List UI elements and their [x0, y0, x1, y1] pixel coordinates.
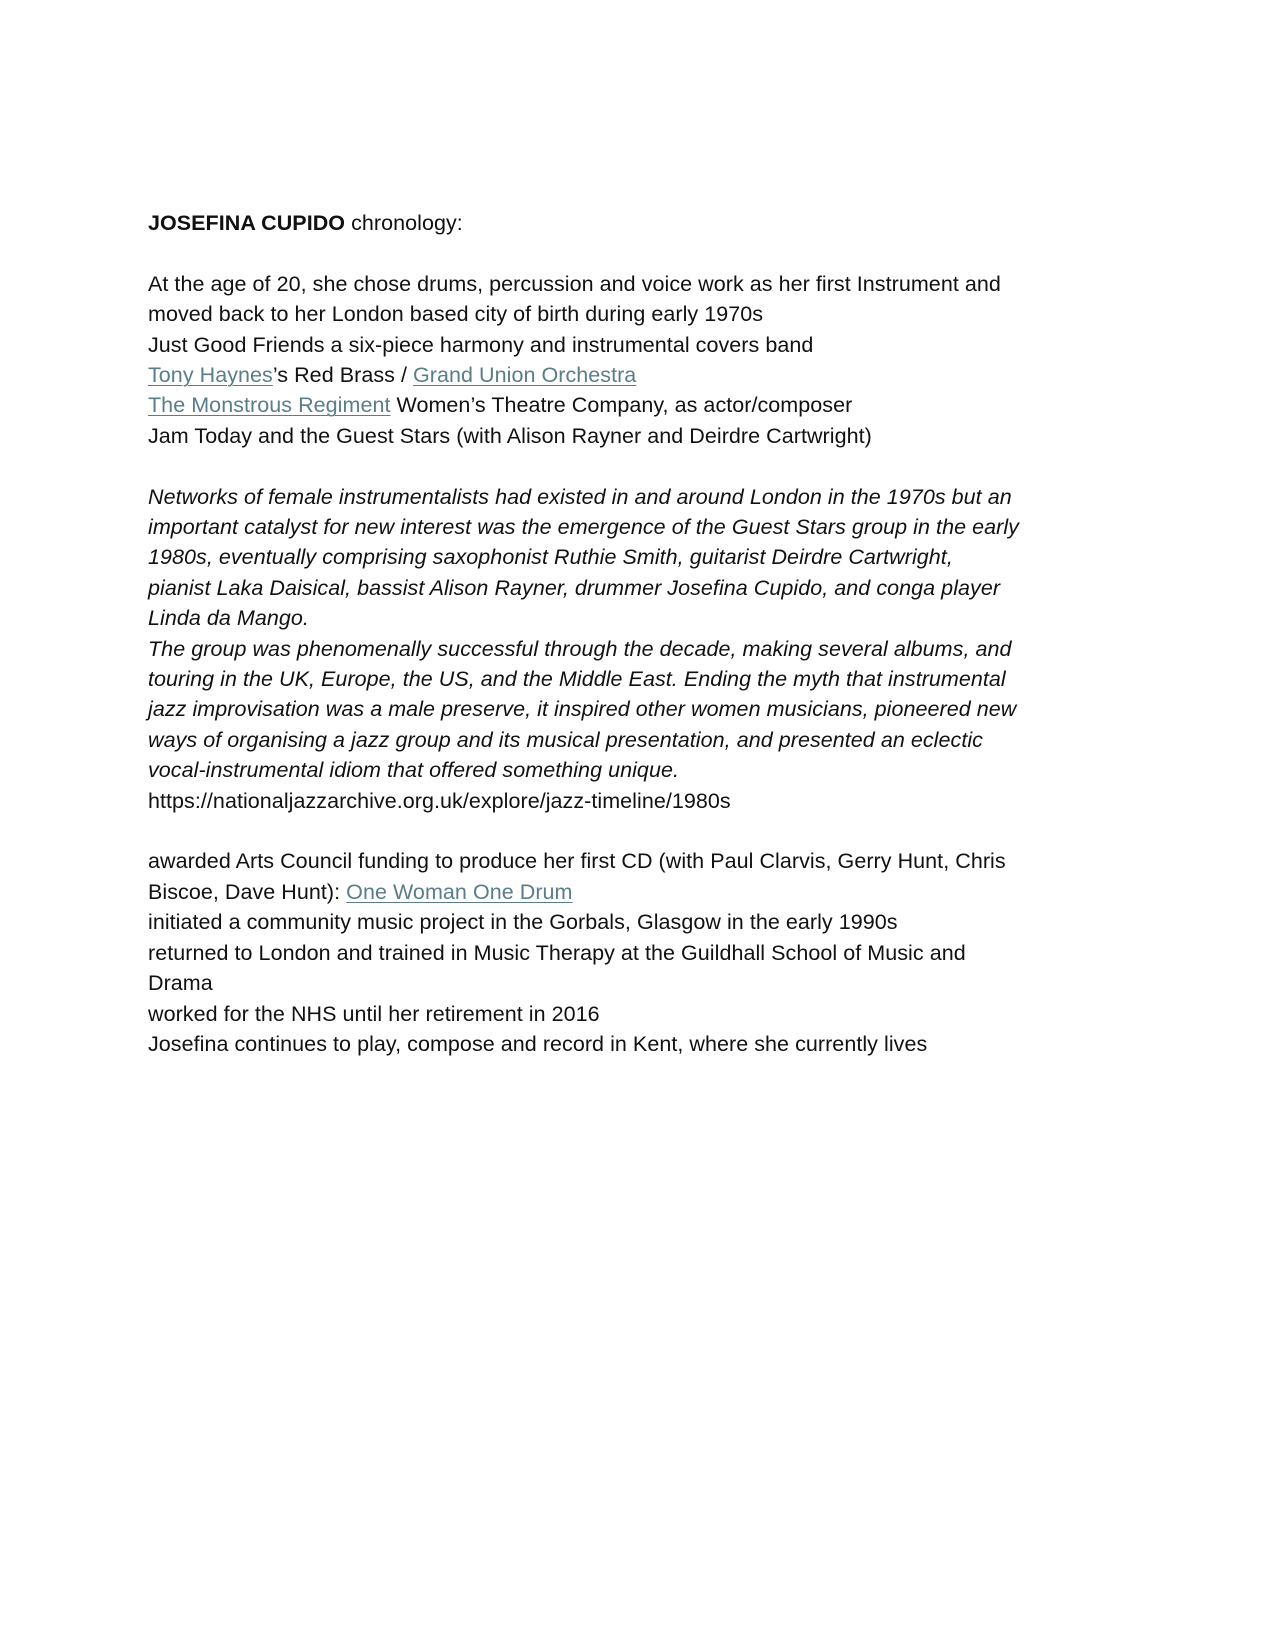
later-line: worked for the NHS until her retirement in 2016 [148, 1001, 600, 1026]
intro-line-red-brass [148, 360, 1128, 390]
tony-haynes-link[interactable]: Tony Haynes [148, 363, 273, 388]
spacer [148, 451, 1128, 481]
later-line: returned to London and trained in Music Therapy at the Guildhall School of Music and [148, 940, 966, 965]
later-line: Drama [148, 971, 213, 996]
intro-line: Just Good Friends a six-piece harmony and instrumental covers band [148, 332, 814, 357]
quote-line: vocal-instrumental idiom that offered something unique. [148, 758, 679, 783]
quote-line: 1980s, eventually comprising saxophonist Ruthie Smith, guitarist Deirdre Cartwright, [148, 545, 953, 570]
later-line: awarded Arts Council funding to produce her first CD (with Paul Clarvis, Gerry Hunt, Chris [148, 849, 1006, 874]
heading-suffix: chronology: [345, 211, 463, 235]
quote-line: The group was phenomenally successful through the decade, making several albums, and [148, 636, 1012, 661]
spacer [148, 816, 1128, 846]
later-line-cd [148, 877, 1128, 907]
quote-line: Networks of female instrumentalists had existed in and around London in the 1970s but an [148, 484, 1012, 509]
document-heading [148, 208, 1128, 238]
later-line: initiated a community music project in the Gorbals, Glasgow in the early 1990s [148, 910, 898, 935]
theatre-company-text: Women’s Theatre Company, as actor/composer [390, 393, 853, 418]
source-url-text: https://nationaljazzarchive.org.uk/explore/jazz-timeline/1980s [148, 788, 731, 813]
grand-union-orchestra-link[interactable]: Grand Union Orchestra [413, 363, 637, 388]
quote-line: pianist Laka Daisical, bassist Alison Rayner, drummer Josefina Cupido, and conga player [148, 575, 1001, 600]
quote-section [148, 482, 1128, 786]
heading-name: JOSEFINA CUPIDO [148, 211, 346, 235]
red-brass-text: ’s Red Brass / [272, 363, 413, 388]
intro-line-monstrous-regiment [148, 390, 1128, 420]
quote-line: ways of organising a jazz group and its musical presentation, and presented an eclectic [148, 727, 983, 752]
intro-line: moved back to her London based city of birth during early 1970s [148, 302, 764, 327]
quote-line: important catalyst for new interest was the emergence of the Guest Stars group in the early [148, 515, 1019, 540]
monstrous-regiment-link[interactable]: The Monstrous Regiment [148, 393, 391, 418]
cd-prefix-text: Biscoe, Dave Hunt): [148, 879, 347, 904]
later-section [148, 846, 1128, 1059]
spacer [148, 238, 1128, 268]
later-line: Josefina continues to play, compose and record in Kent, where she currently lives [148, 1031, 928, 1056]
intro-line: At the age of 20, she chose drums, percussion and voice work as her first Instrument and [148, 271, 1001, 296]
quote-line: jazz improvisation was a male preserve, it inspired other women musicians, pioneered new [148, 697, 1017, 722]
quote-line: touring in the UK, Europe, the US, and the Middle East. Ending the myth that instrumental [148, 667, 1006, 692]
one-woman-one-drum-link[interactable]: One Woman One Drum [346, 879, 573, 904]
intro-section [148, 269, 1128, 451]
quote-line: Linda da Mango. [148, 606, 309, 631]
intro-line: Jam Today and the Guest Stars (with Alison Rayner and Deirdre Cartwright) [148, 423, 872, 448]
document-page [148, 208, 1128, 1059]
